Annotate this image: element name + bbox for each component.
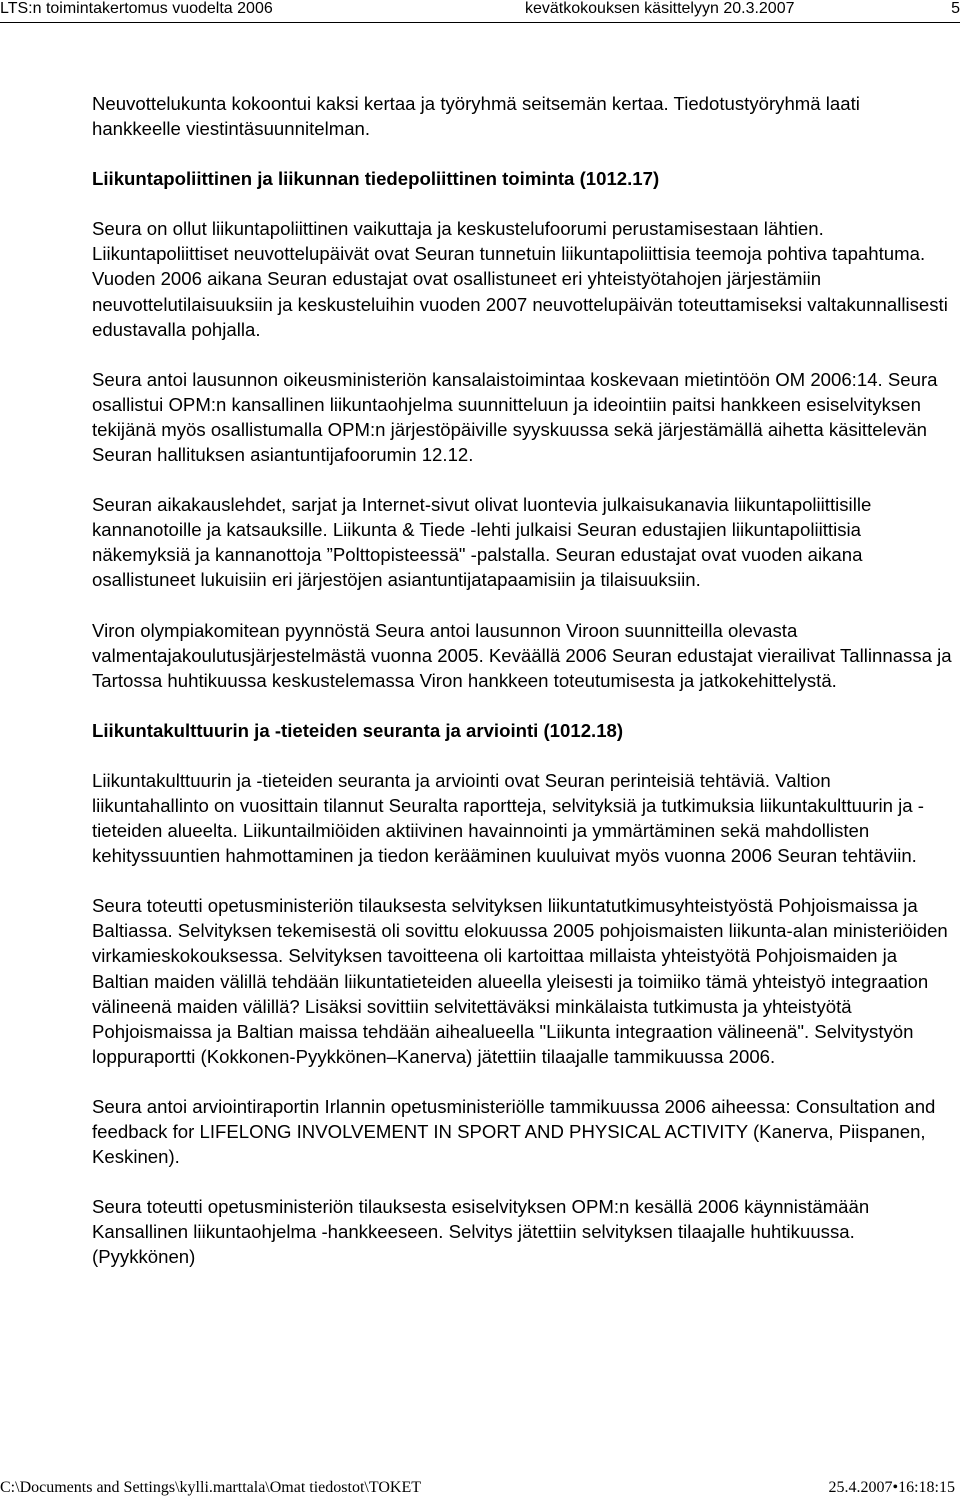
- footer-timestamp: 25.4.2007•16:18:15: [828, 1479, 955, 1496]
- paragraph-esiselvitys: Seura toteutti opetusministeriön tilauksesta esiselvityksen OPM:n kesällä 2006 käynnistämään Kansallinen liikuntaohjelma -hankkeeseen. Selvitys jätettiin selvityksen tilaajalle huhtikuussa. (Pyykkönen): [92, 1196, 870, 1268]
- paragraph-neuvottelukunta: Neuvottelukunta kokoontui kaksi kertaa ja työryhmä seitsemän kertaa. Tiedotustyöryhmä laati hankkeelle viestintäsuunnitelman.: [92, 93, 860, 140]
- paragraph-liikuntapoliittinen-vaikuttaja: Seura on ollut liikuntapoliittinen vaikuttaja ja keskustelufoorumi perustamisestaan lähtien. Liikuntapoliittiset neuvottelupäivät ovat Seuran tunnetuin liikuntapoliittisia teemoja pohtiva tapahtuma. Vuoden 2006 aikana Seuran edustajat ovat osallistuneet eri yhteistyötahojen järjestämiin neuvottelutilaisuuksiin ja keskusteluihin vuoden 2007 neuvottelupäivän toteuttamiseksi valtakunnallisesti edustavalla pohjalla.: [92, 218, 948, 340]
- paragraph-lausunto-om: Seura antoi lausunnon oikeusministeriön kansalaistoimintaa koskevaan mietintöön OM 2006:14. Seura osallistui OPM:n kansallinen liikuntaohjelma suunnitteluun ja ideointiin paitsi hankkeen esiselvityksen tekijänä myös osallistumalla OPM:n järjestöpäiville syyskuussa sekä järjestämällä aihetta käsittelevän Seuran hallituksen asiantuntijafoorumin 12.12.: [92, 368, 938, 466]
- footer-file-path: C:\Documents and Settings\kylli.marttala\Omat tiedostot\TOKET: [0, 1479, 421, 1496]
- header-title: LTS:n toimintakertomus vuodelta 2006: [0, 0, 273, 17]
- paragraph-aikakauslehdet: Seuran aikakauslehdet, sarjat ja Internet-sivut olivat luontevia julkaisukanavia liikuntapoliittisille kannanotoille ja katsauksille. Liikunta & Tiede -lehti julkaisi Seuran edustajien liikuntapoliittisia näkemyksiä ja kannanottoja ”Polttopisteessä" -palstalla. Seuran edustajat ovat vuoden aikana osallistuneet lukuisiin eri järjestöjen asiantuntijatapaamisiin ja tilaisuuksiin.: [92, 494, 872, 591]
- header-meeting-note: kevätkokouksen käsittelyyn 20.3.2007: [525, 0, 795, 17]
- paragraph-pohjoismaat-baltia: Seura toteutti opetusministeriön tilauksesta selvityksen liikuntatutkimusyhteistyöstä Pohjoismaissa ja Baltiassa. Selvityksen tekemisestä oli sovittu elokuussa 2005 pohjoismaisten liikunta-alan ministeriöiden virkamieskokouksessa. Selvityksen tavoitteena oli kartoittaa millaista yhteistyötä Pohjoismaiden ja Baltian maiden välillä tehdään liikuntatieteiden alueella yleisesti ja toimiiko tämä yhteistyö integraation välineenä maiden välillä? Lisäksi sovittiin selvitettäväksi minkälaista tutkimusta ja yhteistyötä Pohjoismaissa ja Baltian maissa tehdään aihealueella "Liikunta integraation välineenä". Selvitystyön loppuraportti (Kokkonen-Pyykkönen–Kanerva) jätettiin tilaajalle tammikuussa 2006.: [92, 895, 948, 1067]
- page-footer: [0, 1477, 960, 1499]
- section-heading-seuranta-arviointi: Liikuntakulttuurin ja -tieteiden seuranta ja arviointi (1012.18): [92, 719, 624, 741]
- section-heading-liikuntapoliittinen: Liikuntapoliittinen ja liikunnan tiedepoliittinen toiminta (1012.17): [92, 168, 660, 190]
- paragraph-viron-olympiakomitea: Viron olympiakomitean pyynnöstä Seura antoi lausunnon Viroon suunnitteilla olevasta valmentajakoulutusjärjestelmästä vuonna 2005. Keväällä 2006 Seuran edustajat vierailivat Tallinnassa ja Tartossa huhtikuussa keskustelemassa Viron hankkeen toteutumisesta ja jatkokehittelystä.: [92, 619, 952, 691]
- document-body: [92, 91, 952, 1294]
- paragraph-perinteiset-tehtavat: Liikuntakulttuurin ja -tieteiden seuranta ja arviointi ovat Seuran perinteisiä tehtäviä. Valtion liikuntahallinto on vuosittain tilannut Seuralta raportteja, selvityksiä ja tutkimuksia liikuntakulttuurin ja -tieteiden alueelta. Liikuntailmiöiden aktiivinen havainnointi ja ymmärtäminen sekä mahdollisten kehityssuuntien hahmottaminen ja tiedon kerääminen kuuluivat myös vuonna 2006 Seuran tehtäviin.: [92, 769, 924, 867]
- page-number: 5: [951, 0, 960, 17]
- page-header: [0, 0, 960, 23]
- paragraph-irlanti: Seura antoi arviointiraportin Irlannin opetusministeriölle tammikuussa 2006 aiheessa: Consultation and feedback for LIFELONG INVOLVEMENT IN SPORT AND PHYSICAL ACTIVITY (Kanerva, Piispanen, Keskinen).: [92, 1095, 936, 1168]
